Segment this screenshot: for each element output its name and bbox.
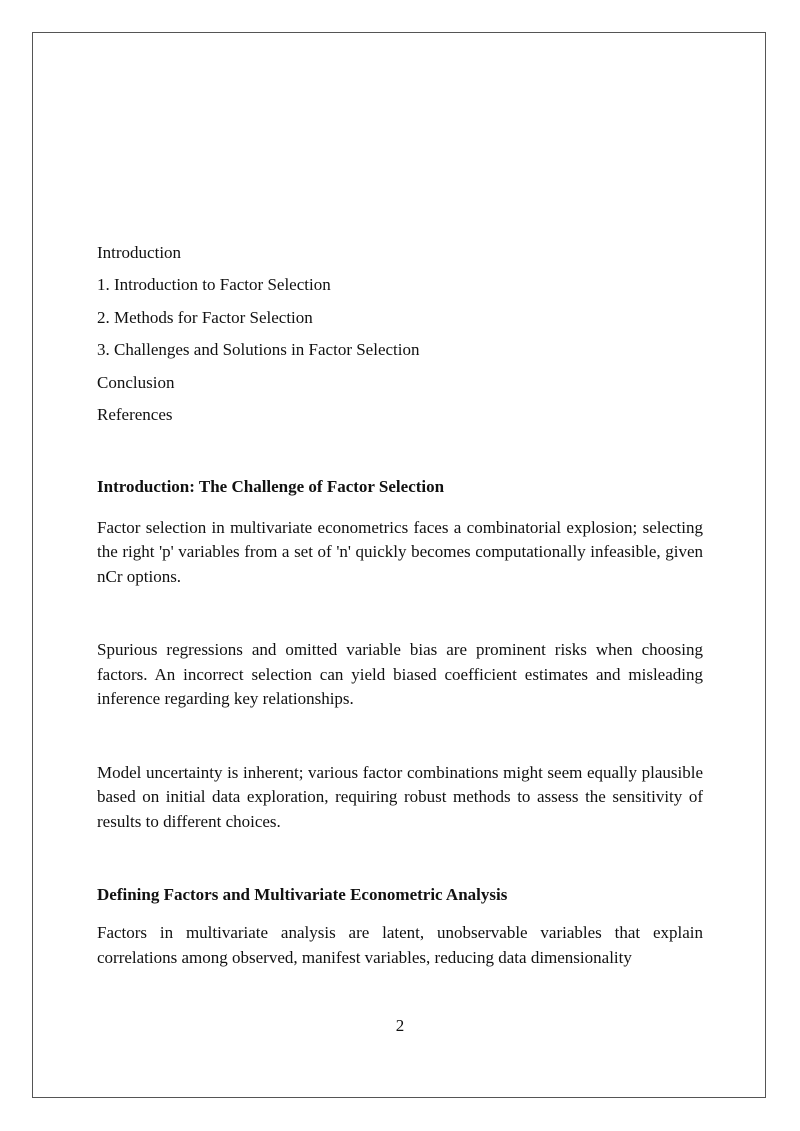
section-heading-defining-factors: Defining Factors and Multivariate Econometric Analysis — [97, 885, 508, 905]
toc-item-conclusion: Conclusion — [97, 372, 175, 392]
toc-item-1: 1. Introduction to Factor Selection — [97, 275, 331, 295]
toc-item-2: 2. Methods for Factor Selection — [97, 307, 313, 327]
section-heading-introduction: Introduction: The Challenge of Factor Selection — [97, 476, 445, 496]
table-of-contents — [97, 241, 703, 427]
document-body — [97, 241, 703, 970]
toc-item-3: 3. Challenges and Solutions in Factor Selection — [97, 340, 420, 360]
paragraph-spurious-regressions: Spurious regressions and omitted variable bias are prominent risks when choosing factors. An incorrect selection can yield biased coefficient estimates and misleading inference regarding key relationships. — [97, 640, 703, 709]
page-number: 2 — [395, 1016, 405, 1035]
paragraph-model-uncertainty: Model uncertainty is inherent; various factor combinations might seem equally plausible based on initial data exploration, requiring robust methods to assess the sensitivity of results to different choices. — [97, 762, 703, 831]
paragraph-factors-definition: Factors in multivariate analysis are latent, unobservable variables that explain correlations among observed, manifest variables, reducing data dimensionality — [97, 923, 703, 967]
toc-item-introduction: Introduction — [97, 243, 182, 262]
toc-item-references: References — [97, 404, 173, 424]
paragraph-combinatorial: Factor selection in multivariate econometrics faces a combinatorial explosion; selecting the right 'p' variables from a set of 'n' quickly becomes computationally infeasible, given nCr options. — [97, 517, 703, 586]
